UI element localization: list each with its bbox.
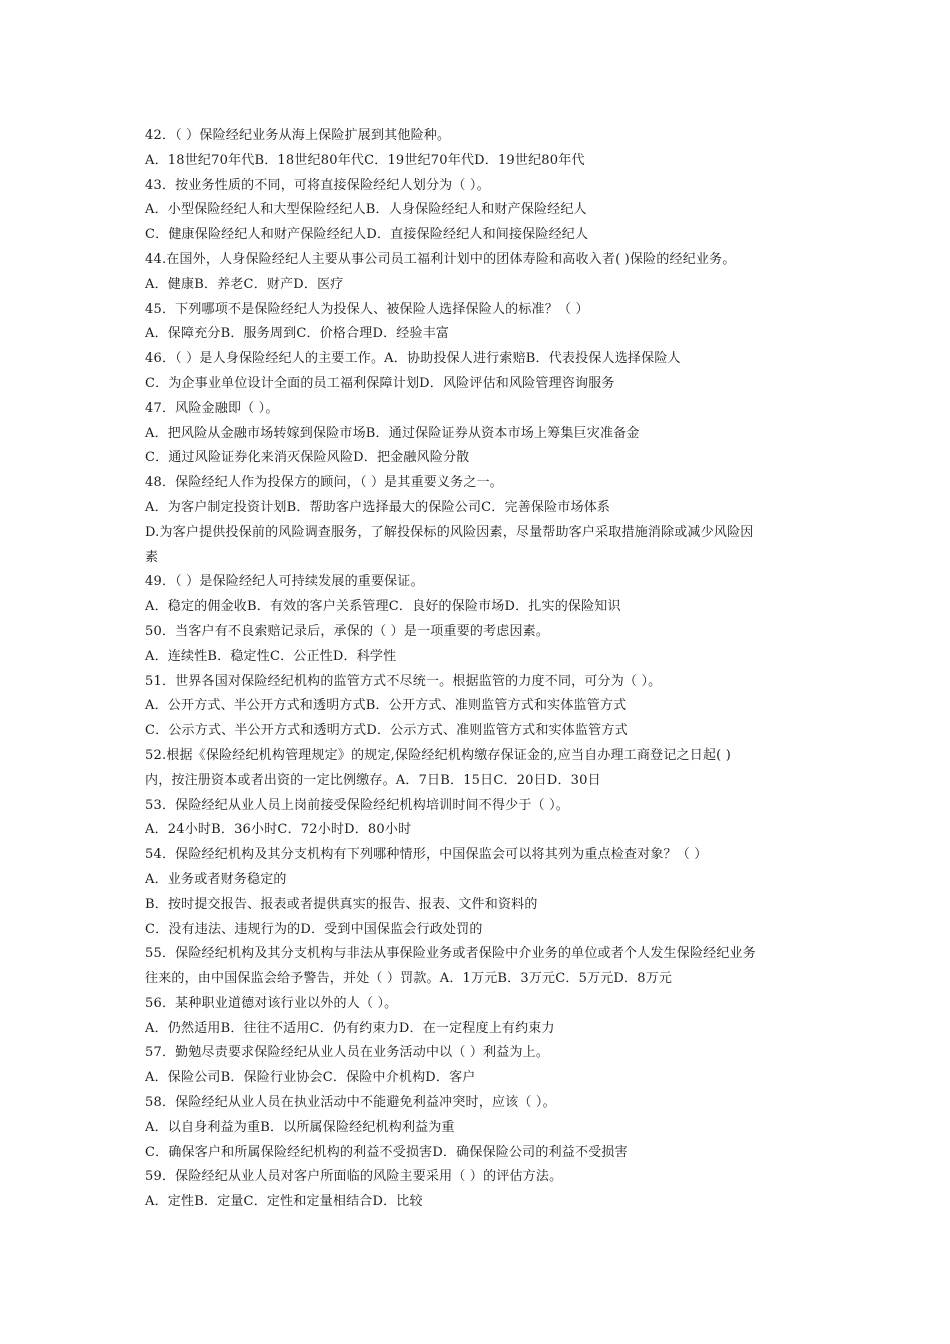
text-line: 58．保险经纪从业人员在执业活动中不能避免利益冲突时，应该（ ）。 [145,1095,556,1111]
text-line: A．业务或者财务稳定的 [145,871,287,887]
text-line: A．健康B．养老C．财产D．医疗 [145,276,344,292]
text-line: C．没有违法、违规行为的D．受到中国保监会行政处罚的 [145,921,483,937]
text-line: A．定性B．定量C．定性和定量相结合D．比较 [145,1194,423,1210]
text-line: A．为客户制定投资计划B．帮助客户选择最大的保险公司C．完善保险市场体系 [145,499,611,515]
text-line: 45．下列哪项不是保险经纪人为投保人、被保险人选择保险人的标准？（ ） [145,301,589,317]
text-line: 54．保险经纪机构及其分支机构有下列哪种情形，中国保监会可以将其列为重点检查对象？（ ） [145,847,708,863]
text-line: A．仍然适用B．往往不适用C．仍有约束力D．在一定程度上有约束力 [145,1020,555,1036]
question-list [145,124,815,1215]
text-line: A．稳定的佣金收B．有效的客户关系管理C．良好的保险市场D．扎实的保险知识 [145,599,621,615]
text-line: 55．保险经纪机构及其分支机构与非法从事保险业务或者保险中介业务的单位或者个人发生保险经纪业务 [145,946,756,962]
text-line: A．公开方式、半公开方式和透明方式B．公开方式、准则监管方式和实体监管方式 [145,698,627,714]
text-line: D.为客户提供投保前的风险调查服务，了解投保标的风险因素，尽量帮助客户采取措施消除或减少风险因 [145,524,754,540]
text-line: B．按时提交报告、报表或者提供真实的报告、报表、文件和资料的 [145,896,538,912]
text-line: A．连续性B．稳定性C．公正性D．科学性 [145,648,397,664]
text-line: C．确保客户和所属保险经纪机构的利益不受损害D．确保保险公司的利益不受损害 [145,1144,628,1160]
text-line: 52.根据《保险经纪机构管理规定》的规定,保险经纪机构缴存保证金的,应当自办理工商登记之日起( ) [145,747,732,763]
text-line: C．健康保险经纪人和财产保险经纪人D．直接保险经纪人和间接保险经纪人 [145,227,589,243]
text-line: 47．风险金融即（ ）。 [145,400,279,416]
text-line: 43．按业务性质的不同，可将直接保险经纪人划分为（ ）。 [145,177,490,193]
text-line: 56．某种职业道德对该行业以外的人（ ）。 [145,995,398,1011]
text-line: 50．当客户有不良索赔记录后，承保的（ ）是一项重要的考虑因素。 [145,623,550,639]
text-line: 42．（ ）保险经纪业务从海上保险扩展到其他险种。 [145,128,451,143]
text-line: 内，按注册资本或者出资的一定比例缴存。A．7日B．15日C．20日D．30日 [145,772,601,788]
text-line: 51．世界各国对保险经纪机构的监管方式不尽统一。根据监管的力度不同，可分为（ ）。 [145,673,662,689]
text-line: A．以自身利益为重B．以所属保险经纪机构利益为重 [145,1119,455,1135]
text-line: A．把风险从金融市场转嫁到保险市场B．通过保险证券从资本市场上筹集巨灾准备金 [145,425,640,441]
text-line: 往来的，由中国保监会给予警告，并处（ ）罚款。A．1万元B．3万元C．5万元D．8万元 [145,971,673,987]
text-line: 44.在国外，人身保险经纪人主要从事公司员工福利计划中的团体寿险和高收入者( )保险的经纪业务。 [145,251,736,267]
text-line: C．公示方式、半公开方式和透明方式D．公示方式、准则监管方式和实体监管方式 [145,723,628,739]
text-line: C．通过风险证券化来消灭保险风险D．把金融风险分散 [145,450,470,466]
text-line: 53．保险经纪从业人员上岗前接受保险经纪机构培训时间不得少于（ ）。 [145,797,569,813]
text-line: 59．保险经纪从业人员对客户所面临的风险主要采用（ ）的评估方法。 [145,1169,563,1185]
text-line: A．小型保险经纪人和大型保险经纪人B．人身保险经纪人和财产保险经纪人 [145,202,587,218]
text-line: C．为企事业单位设计全面的员工福利保障计划D．风险评估和风险管理咨询服务 [145,375,615,391]
text-line: 49．（ ）是保险经纪人可持续发展的重要保证。 [145,574,424,590]
text-line: 48．保险经纪人作为投保方的顾问，（ ）是其重要义务之一。 [145,475,503,491]
text-line: A．24小时B．36小时C．72小时D．80小时 [145,822,412,838]
text-line: 46．（ ）是人身保险经纪人的主要工作。A．协助投保人进行索赔B．代表投保人选择保险人 [145,351,681,367]
text-line: A．18世纪70年代B．18世纪80年代C．19世纪70年代D．19世纪80年代 [145,152,585,168]
text-line: 素 [145,549,159,565]
text-line: A．保障充分B．服务周到C．价格合理D．经验丰富 [145,326,450,342]
text-line: A．保险公司B．保险行业协会C．保险中介机构D．客户 [145,1070,476,1086]
text-line: 57．勤勉尽责要求保险经纪从业人员在业务活动中以（ ）利益为上。 [145,1045,550,1061]
